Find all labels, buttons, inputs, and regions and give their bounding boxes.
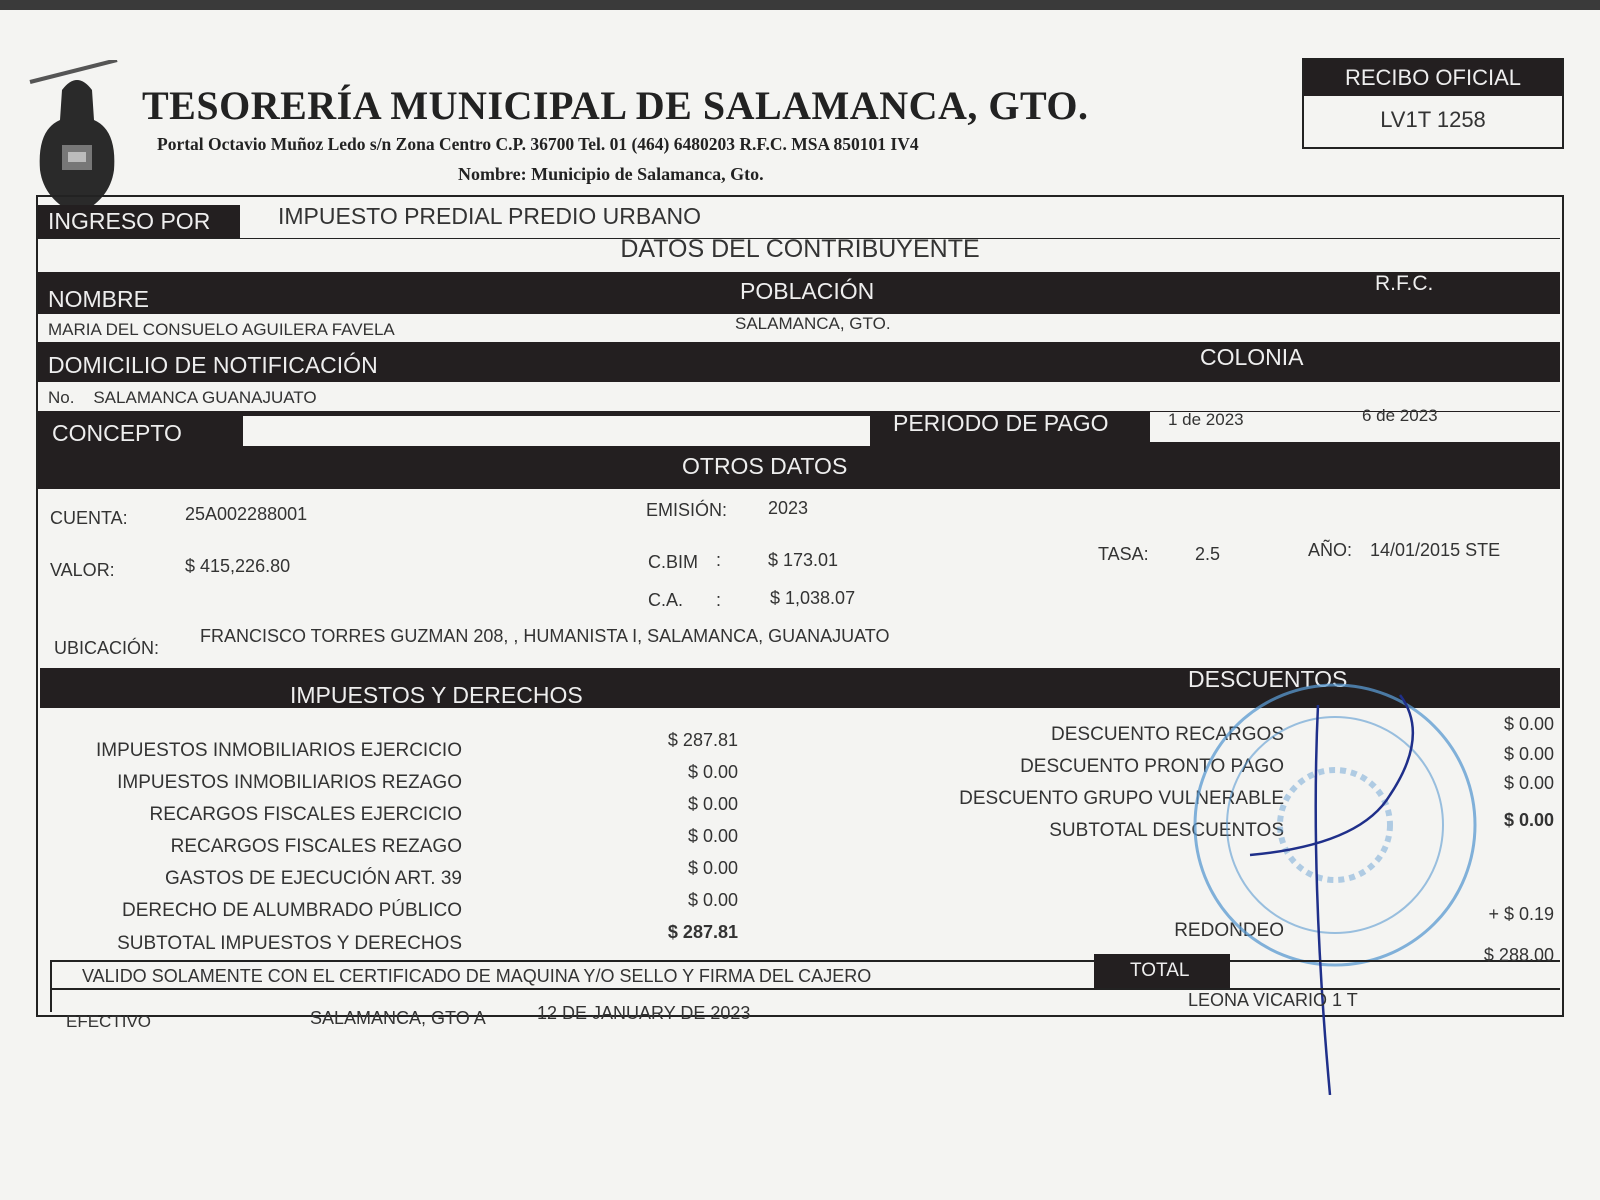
cashier-name: LEONA VICARIO 1 T [1188, 990, 1358, 1010]
impuesto-item-label: GASTOS DE EJECUCIÓN ART. 39 [164, 868, 462, 889]
ubicacion-value: FRANCISCO TORRES GUZMAN 208, , HUMANISTA I, SALAMANCA, GUANAJUATO [200, 626, 890, 646]
poblacion-value: SALAMANCA, GTO. [735, 314, 891, 333]
impuesto-item-label: RECARGOS FISCALES EJERCICIO [149, 804, 462, 825]
contribuyente-title: DATOS DEL CONTRIBUYENTE [620, 235, 980, 263]
descuento-item-amount: $ 0.00 [1503, 714, 1554, 734]
validity-note: VALIDO SOLAMENTE CON EL CERTIFICADO DE MAQUINA Y/O SELLO Y FIRMA DEL CAJERO [82, 966, 872, 986]
impuesto-item-amount: $ 0.00 [687, 826, 738, 846]
impuesto-item-label: RECARGOS FISCALES REZAGO [170, 836, 462, 857]
ca-label: C.A. [648, 590, 684, 610]
tasa-label: TASA: [1098, 544, 1149, 564]
receipt-document [0, 10, 1600, 1200]
impuesto-item-amount: $ 0.00 [687, 858, 738, 878]
cbim-label: C.BIM [648, 552, 699, 572]
payment-date: 12 DE JANUARY DE 2023 [537, 1003, 751, 1023]
ca-value: $ 1,038.07 [770, 588, 856, 608]
nombre-label: NOMBRE [48, 286, 149, 312]
domicilio-value: No. SALAMANCA GUANAJUATO [48, 388, 317, 407]
cbim-colon: : [716, 550, 722, 570]
colonia-label: COLONIA [1200, 344, 1304, 370]
payment-method: EFECTIVO [66, 1012, 152, 1031]
impuesto-item-amount: $ 0.00 [687, 890, 738, 910]
impuestos-title: IMPUESTOS Y DERECHOS [290, 682, 583, 708]
ingreso-label: INGRESO POR [48, 208, 211, 234]
descuento-item-amount: $ 0.00 [1503, 744, 1554, 764]
redondeo-label: REDONDEO [1174, 920, 1284, 941]
official-seal-icon [1160, 675, 1490, 1095]
impuesto-item-amount: $ 0.00 [687, 762, 738, 782]
descuento-item-amount: $ 0.00 [1503, 773, 1554, 793]
impuestos-subtotal-amount: $ 287.81 [667, 922, 738, 942]
descuento-item-label: DESCUENTO RECARGOS [1051, 724, 1284, 745]
page-title: TESORERÍA MUNICIPAL DE SALAMANCA, GTO. [142, 83, 1089, 128]
periodo-label: PERIODO DE PAGO [893, 410, 1109, 436]
concepto-label: CONCEPTO [52, 420, 182, 446]
impuesto-item-label: DERECHO DE ALUMBRADO PÚBLICO [122, 900, 462, 921]
office-address: Portal Octavio Muñoz Ledo s/n Zona Centro C.P. 36700 Tel. 01 (464) 6480203 R.F.C. MSA 850101 IV4 [157, 134, 919, 154]
redondeo-amount: + $ 0.19 [1488, 904, 1554, 924]
periodo-hasta: 6 de 2023 [1362, 406, 1438, 425]
emision-label: EMISIÓN: [646, 500, 728, 520]
periodo-desde: 1 de 2023 [1168, 410, 1244, 429]
anio-label: AÑO: [1308, 540, 1353, 560]
poblacion-label: POBLACIÓN [740, 278, 875, 304]
entity-name: Nombre: Municipio de Salamanca, Gto. [458, 164, 764, 184]
descuento-item-label: DESCUENTO PRONTO PAGO [1020, 756, 1284, 777]
receipt-box [1302, 58, 1564, 149]
total-amount: $ 288.00 [1483, 945, 1554, 965]
impuestos-subtotal-label: SUBTOTAL IMPUESTOS Y DERECHOS [117, 933, 462, 954]
total-label: TOTAL [1130, 960, 1190, 981]
impuesto-item-label: IMPUESTOS INMOBILIARIOS REZAGO [117, 772, 462, 793]
anio-value: 14/01/2015 STE [1370, 540, 1501, 560]
tasa-value: 2.5 [1195, 544, 1221, 564]
ca-colon: : [716, 590, 722, 610]
cuenta-value: 25A002288001 [185, 504, 308, 524]
descuentos-title: DESCUENTOS [1188, 666, 1348, 692]
impuesto-item-amount: $ 0.00 [687, 794, 738, 814]
impuesto-item-amount: $ 287.81 [667, 730, 738, 750]
cuenta-label: CUENTA: [50, 508, 128, 528]
receipt-label: RECIBO OFICIAL [1304, 60, 1562, 96]
descuentos-subtotal-label: SUBTOTAL DESCUENTOS [1049, 820, 1284, 841]
descuento-item-label: DESCUENTO GRUPO VULNERABLE [959, 788, 1284, 809]
valor-value: $ 415,226.80 [185, 556, 291, 576]
rfc-label: R.F.C. [1375, 272, 1434, 295]
emision-value: 2023 [768, 498, 809, 518]
domicilio-label: DOMICILIO DE NOTIFICACIÓN [48, 352, 378, 378]
ingreso-value: IMPUESTO PREDIAL PREDIO URBANO [278, 203, 702, 229]
ubicacion-label: UBICACIÓN: [54, 638, 160, 658]
receipt-number: LV1T 1258 [1380, 107, 1486, 132]
otros-title: OTROS DATOS [682, 453, 848, 479]
descuentos-subtotal-amount: $ 0.00 [1503, 810, 1554, 830]
cbim-value: $ 173.01 [768, 550, 839, 570]
impuesto-item-label: IMPUESTOS INMOBILIARIOS EJERCICIO [96, 740, 462, 761]
valor-label: VALOR: [50, 560, 115, 580]
payment-place: SALAMANCA, GTO A [310, 1008, 486, 1028]
nombre-value: MARIA DEL CONSUELO AGUILERA FAVELA [48, 320, 395, 339]
